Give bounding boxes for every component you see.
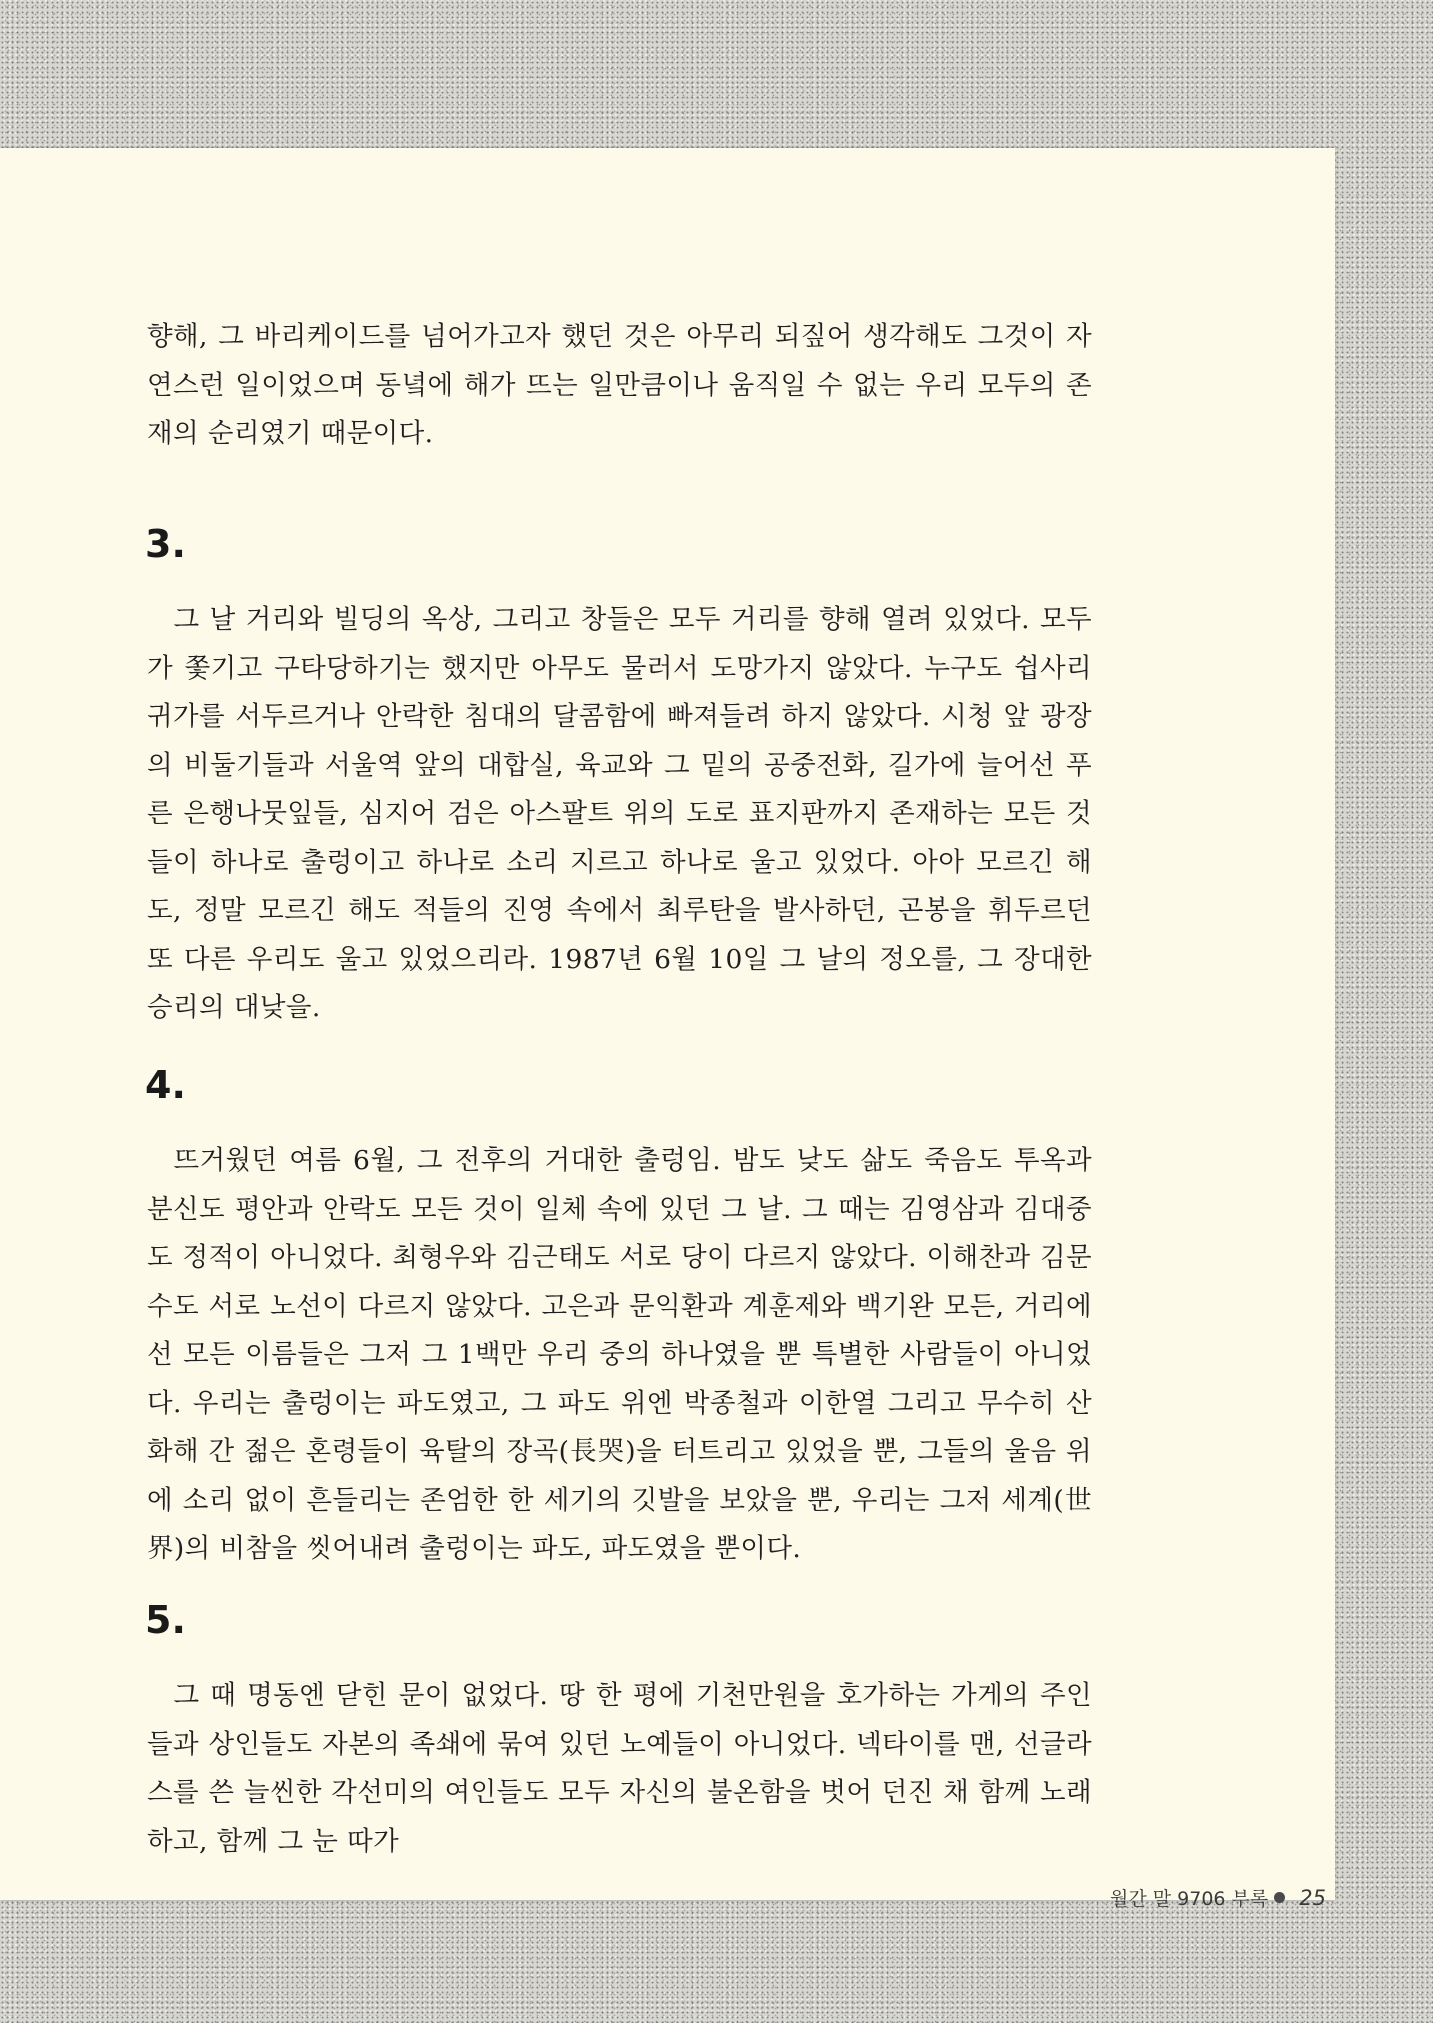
footer-publication: 월간 말 9706 부록 (1110, 1888, 1269, 1910)
section-5-paragraph: 그 때 명동엔 닫힌 문이 없었다. 땅 한 평에 기천만원을 호가하는 가게의 주인들과 상인들도 자본의 족쇄에 묶여 있던 노예들이 아니었다. 넥타이를 맨, 선글라스를 쓴 늘씬한 각선미의 여인들도 모두 자신의 불온함을 벗어 던진 채 함께 노래하고, 함께 그 눈 따가 (147, 1680, 1092, 1857)
section-heading-3: 3. (145, 522, 186, 566)
section-3-paragraph: 그 날 거리와 빌딩의 옥상, 그리고 창들은 모두 거리를 향해 열려 있었다. 모두가 쫓기고 구타당하기는 했지만 아무도 물러서 도망가지 않았다. 누구도 쉽사리 귀가를 서두르거나 안락한 침대의 달콤함에 빠져들려 하지 않았다. 시청 앞 광장의 비둘기들과 서울역 앞의 대합실, 육교와 그 밑의 공중전화, 길가에 늘어선 푸른 은행나뭇잎들, 심지어 검은 아스팔트 위의 도로 표지판까지 존재하는 모든 것들이 하나로 출렁이고 하나로 소리 지르고 하나로 울고 있었다. 아아 모르긴 해도, 정말 모르긴 해도 적들의 진영 속에서 최루탄을 발사하던, 곤봉을 휘두르던 또 다른 우리도 울고 있었으리라. 1987년 6월 10일 그 날의 정오를, 그 장대한 승리의 대낮을. (147, 604, 1093, 1023)
section-heading-4: 4. (145, 1063, 186, 1107)
paragraph-continuation: 향해, 그 바리케이드를 넘어가고자 했던 것은 아무리 되짚어 생각해도 그것이 자연스런 일이었으며 동녘에 해가 뜨는 일만큼이나 움직일 수 없는 우리 모두의 존재의 순리였기 때문이다. (147, 321, 1092, 449)
page-footer (1110, 1884, 1326, 1911)
section-heading-5: 5. (145, 1598, 186, 1642)
page-number: 25 (1299, 1885, 1326, 1910)
section-4-paragraph: 뜨거웠던 여름 6월, 그 전후의 거대한 출렁임. 밤도 낮도 삶도 죽음도 투옥과 분신도 평안과 안락도 모든 것이 일체 속에 있던 그 날. 그 때는 김영삼과 김대중도 정적이 아니었다. 최형우와 김근태도 서로 당이 다르지 않았다. 이해찬과 김문수도 서로 노선이 다르지 않았다. 고은과 문익환과 계훈제와 백기완 모든, 거리에 선 모든 이름들은 그저 그 1백만 우리 중의 하나였을 뿐 특별한 사람들이 아니었다. 우리는 출렁이는 파도였고, 그 파도 위엔 박종철과 이한열 그리고 무수히 산화해 간 젊은 혼령들이 육탈의 장곡(長哭)을 터트리고 있었을 뿐, 그들의 울음 위에 소리 없이 흔들리는 존엄한 한 세기의 깃발을 보았을 뿐, 우리는 그저 세계(世界)의 비참을 씻어내려 출렁이는 파도, 파도였을 뿐이다. (147, 1145, 1092, 1564)
bullet-icon (1274, 1892, 1285, 1903)
